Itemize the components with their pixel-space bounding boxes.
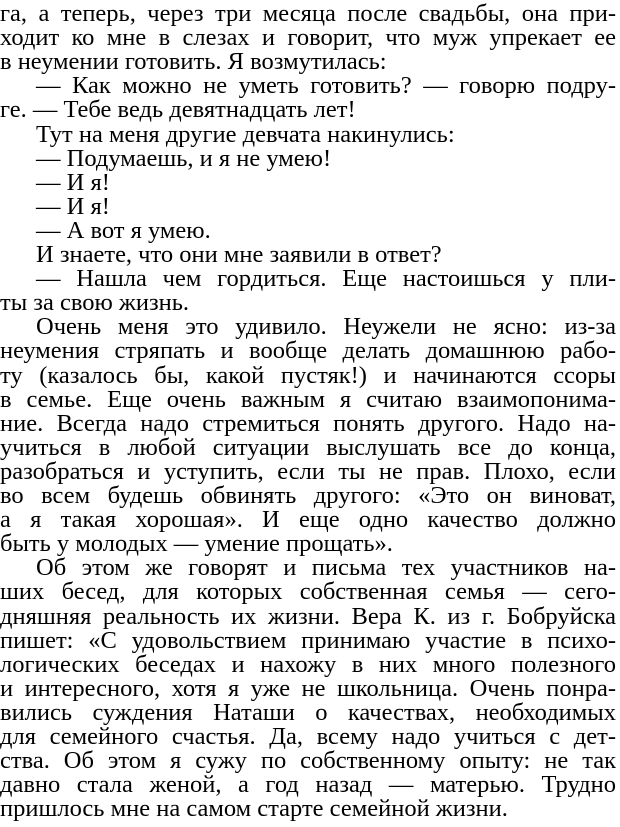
text-line: — Нашла чем гордиться. Еще настоишься у пли-: [36, 265, 616, 293]
text-line: — И я!: [36, 168, 110, 196]
text-line: — Как можно не уметь готовить? — говорю подру-: [36, 72, 616, 100]
text-line: и интересного, хотя я уже не школьница. Очень понра-: [0, 674, 616, 702]
text-line: дняшняя реальность их жизни. Вера К. из г. Бобруйска: [0, 602, 616, 630]
text-line: вились суждения Наташи о качествах, необходимых: [0, 698, 616, 726]
text-line: логических беседах и нахожу в них много полезного: [0, 650, 616, 678]
text-line: И знаете, что они мне заявили в ответ?: [36, 241, 442, 268]
text-line: ших бесед, для которых собственная семья — сего-: [0, 578, 616, 606]
text-line: — А вот я умею.: [36, 216, 211, 244]
text-line: га, а теперь, через три месяца после свадьбы, она при-: [0, 0, 616, 27]
text-line: — И я!: [36, 192, 110, 220]
text-line: в семье. Еще очень важным я считаю взаимопонима-: [0, 385, 616, 413]
text-line: учиться в любой ситуации выслушать все до конца,: [0, 433, 616, 461]
text-line: ты за свою жизнь.: [0, 289, 190, 317]
text-line: Тут на меня другие девчата накинулись:: [36, 120, 455, 148]
text-line: ние. Всегда надо стремиться понять другого. Надо на-: [0, 409, 616, 437]
text-line: Очень меня это удивило. Неужели не ясно: из-за: [36, 313, 616, 341]
text-line: ту (казалось бы, какой пустяк!) и начинаются ссоры: [0, 361, 616, 389]
text-line: разобраться и уступить, если ты не прав. Плохо, если: [0, 457, 616, 485]
text-line: в неумении готовить. Я возмутилась:: [0, 48, 387, 76]
text-line: быть у молодых — умение прощать».: [0, 530, 393, 558]
text-line: для семейного счастья. Да, всему надо учиться с дет-: [0, 723, 616, 750]
text-line: давно стала женой, а год назад — матерью. Трудно: [0, 771, 616, 799]
text-line: ге. — Тебе ведь девятнадцать лет!: [0, 96, 356, 124]
text-line: неумения стряпать и вообще делать домашнюю рабо-: [0, 337, 616, 365]
text-line: ства. Об этом я сужу по собственному опыту: не так: [0, 747, 616, 775]
text-line: Об этом же говорят и письма тех участников на-: [36, 554, 616, 582]
text-line: во всем будешь обвинять другого: «Это он виноват,: [0, 482, 616, 509]
text-line: — Подумаешь, и я не умею!: [36, 144, 332, 172]
text-line: ходит ко мне в слезах и говорит, что муж упрекает ее: [0, 24, 616, 52]
text-line: пришлось мне на самом старте семейной жизни.: [0, 795, 508, 823]
text-line: пишет: «С удовольствием принимаю участие в психо-: [0, 626, 616, 654]
text-line: а я такая хорошая». И еще одно качество должно: [0, 506, 616, 534]
